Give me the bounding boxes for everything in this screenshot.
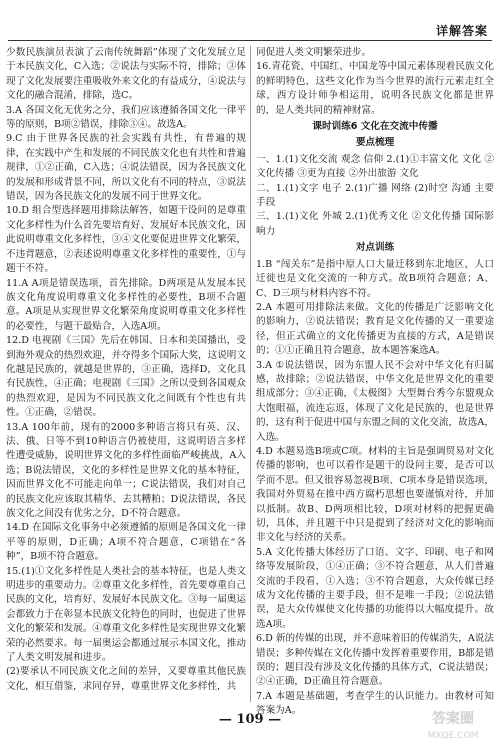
- answer-paragraph: 12.D 电视剧《三国》先后在韩国、日本和美国播出，受到海外观众的热烈欢迎，并夺得多个国际大奖，这说明文化越是民族的，就越是世界的，③正确，选择D，文化具有民族性，④正确；电视剧《三国》之所以受到各国观众的热烈欢迎，是因为不同民族文化之间既有个性也有共性。①正确，②错误。: [6, 335, 246, 419]
- summary-item: 二、1.(1)文字 电子 2.(1)广播 网络 (2)时空 沟通 主要手段: [256, 182, 494, 209]
- left-column: [6, 46, 246, 704]
- answer-paragraph: 1.B “闯关东”是指中原人口大量迁移到东北地区，人口迁徙也是文化交流的一种方式。故B项符合题意；A、C、D三项与材料内容不符。: [256, 258, 494, 299]
- answer-paragraph: 7.A 本题是基础题，考查学生的认识能力。由教材可知答案为A。: [256, 690, 494, 717]
- page-header: [0, 0, 500, 44]
- answer-paragraph: 5.A 文化传播大体经历了口语、文字、印刷、电子和网络等发展阶段，①④正确；③不符合题意，从人们普遍交流的手段看，①入选；③不符合题意，大众传媒已经成为文化传播的主要手段，但不是唯一手段；②说法错误，是大众传媒使文化传播的功能得以大幅度提升。故选A项。: [256, 546, 494, 630]
- column-divider: [250, 46, 251, 702]
- answer-paragraph: 3.A 各国文化无优劣之分，我们应该遵循各国文化一律平等的原则，B项②错误，排除③④。故选A。: [6, 104, 246, 131]
- answer-paragraph: 3.A ①说法错误，因为东盟人民不会对中华文化有归属感，故排除；②说法错误，中华文化是世界文化的重要组成部分；③④正确，《太极图》大型舞台秀今东盟观众大饱眼福，流连忘返，体现了文化是民族的，也是世界的，这有利于促进中国与东盟之间的文化交流，故选A，入选。: [256, 359, 494, 443]
- right-column: [256, 46, 494, 717]
- answer-paragraph: 9.C 由于世界各民族的社会实践有共性，有普遍的规律，在实践中产生和发展的不同民族文化也有共性和普遍规律，①②正确，C入选；④说法错误，因为各民族文化的发展和形成背景不同，所以文化有不同的特点，③说法错误，因为各民族文化的发展不同于世界文化。: [6, 133, 246, 203]
- answer-paragraph: 16.青花瓷、中国红、中国龙等中国元素体现着民族文化的鲜明特色，这些文化作为当今世界的流行元素走红全球，西方设计师争相运用，说明各民族文化都是世界的，是人类共同的精神财富。: [256, 61, 494, 116]
- summary-item: 一、1.(1)文化交流 观念 信仰 2.(1)①丰富文化 文化 ②文化传播 ③更为直接 ②外出旅游 文化: [256, 153, 494, 180]
- answer-paragraph: 14.D 在国际文化事务中必须遵循的原则是各国文化一律平等的原则，D正确；A项不符合题意，C项错在“各种”，B项不符合题意。: [6, 522, 246, 563]
- answer-paragraph: 4.D 本题易选B项或C项。材料的主旨是强调贸易对文化传播的影响，也可以看作是题干的设问主要，是否可以学而不思。但又很容易忽视B项、C项本身是错误选项，我国对外贸易在推中西方腐朽思想也要谨慎对待，并加以抵制。故B、D两项相比较，D项对材料的把握更确切，具体，并且题干中只是提到了经济对文化的影响而非文化与经济的关系。: [256, 445, 494, 544]
- answer-paragraph: 11.A A项是错误选项，首先排除。D两项是从发展本民族文化角度说明尊重文化多样性的必要性，B项不合题意。A项是从实现世界文化繁荣角度说明尊重文化多样性的必要性，与题干最贴合，入选A项。: [6, 277, 246, 332]
- answer-paragraph: (2)要承认不同民族文化之间的差异，又要尊重其他民族文化，相互借鉴，求同存异，尊重世界文化多样性，共: [6, 666, 246, 692]
- header-label: 详解答案: [435, 24, 488, 38]
- answer-paragraph: 10.D 组合型选择题用排除法解答，如题干设问的是尊重文化多样性为什么首先要培育好、发展好本民族文化，因此说明尊重文化多样性，③④文化要促进世界文化繁荣，不违背题意，②表述说明尊重文化多样性的重要性，①与题干不符。: [6, 205, 246, 275]
- subsection-title: 要点梳理: [355, 137, 395, 149]
- watermark-logo-icon: [412, 707, 494, 743]
- subsection-title: 对点训练: [355, 242, 395, 254]
- answer-paragraph: 15.(1)①文化多样性是人类社会的基本特征，也是人类文明进步的重要动力。②尊重文化多样性，首先要尊重自己民族的文化，培育好、发展好本民族文化。③每一届奥运会都致力于在彰显本民族文化特色的同时，也促进了世界文化的繁荣和发展。④尊重文化多样性是实现世界文化繁荣的必然要求。每一届奥运会都通过展示本国文化，推动了人类文明发展和进步。: [6, 565, 246, 664]
- summary-item: 三、1.(1)文化 外城 2.(1)优秀文化 ②文化传播 国际影响力: [256, 211, 494, 237]
- answer-paragraph: 13.A 100年前，现有的2000多种语言将只有英、汉、法、俄、日等不到10种语言仍被使用，这说明语言多样性遭受威胁，说明世界文化的多样性面临严峻挑战，A入选；B说法错误，文化的多样性是世界文化的基本特征，因而世界文化不可能走向单一；C说法错误，我们对自己的民族文化应该取其精华、去其糟粕；D说法错误，各民族文化之间没有优劣之分，D不符合题意。: [6, 421, 246, 519]
- answer-paragraph: 2.A 本题可用排除法来做。文化的传播是广泛影响文化的影响力，②说法错误；教育是文化传播的又一重要途径，但正式确立的文化传播更为直接的方式，A是错误的；①①正确且符合题意，故本题答案选A。: [256, 301, 494, 357]
- header-rule: [8, 40, 492, 41]
- svg-text:答案圈: 答案圈: [432, 711, 474, 727]
- section-title: 课时训练6 文化在交流中传播: [312, 121, 438, 133]
- page-number: — 109 —: [218, 712, 282, 727]
- answer-paragraph: 同促进人类文明繁荣进步。: [256, 47, 372, 58]
- answer-paragraph: 少数民族演员表演了云南传统舞蹈”体现了文化发展立足于本民族文化，C入选；②说法与实际不符，排除；③体现了文化发展要注重吸收外来文化的有益成分，④说法与文化的融合混淆，排除，选C。: [6, 47, 246, 102]
- watermark-text: MXQE.COM: [427, 731, 479, 741]
- answer-paragraph: 6.D 新的传媒的出现，并不意味着旧的传媒消失，A说法错误；多种传媒在文化传播中发挥着重要作用，B都是错误的；题目没有涉及文化传播的具体方式，C说法错误；②④正确，D正确且符合题意。: [256, 633, 494, 688]
